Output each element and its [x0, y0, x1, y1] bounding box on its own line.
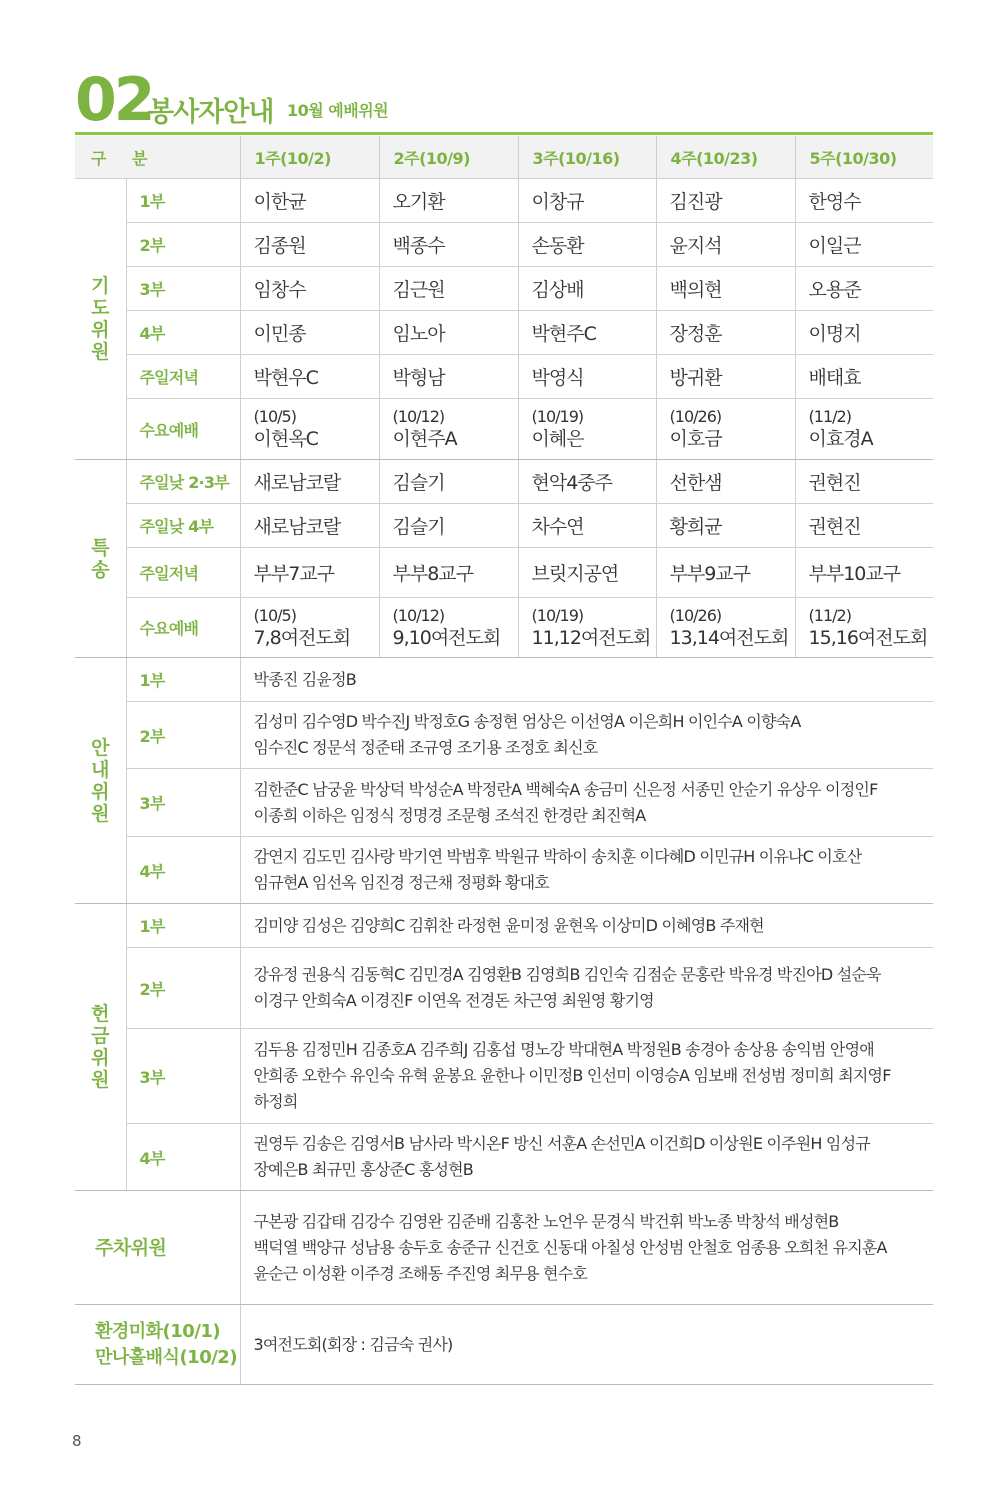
table-header-row [75, 136, 933, 179]
table-cell: 박형남 [379, 355, 518, 399]
table-row [75, 504, 933, 548]
table-cell: 오기환 [379, 179, 518, 223]
table-cell: 차수연 [518, 504, 656, 548]
table-cell: 백종수 [379, 223, 518, 267]
table-cell: 이민종 [240, 311, 379, 355]
table-cell: (10/26) 이호금 [656, 399, 795, 460]
table-row [75, 948, 933, 1029]
table-row [75, 1029, 933, 1124]
names-cell: 박종진 김윤정B [240, 658, 933, 702]
names-cell: 강유정 권용식 김동혁C 김민경A 김영환B 김영희B 김인숙 김점순 문홍란 박유경 박진아D 설순욱 이경구 안희숙A 이경진F 이연옥 전경돈 차근영 최원영 황기영 [240, 948, 933, 1029]
table-cell: 권현진 [795, 504, 933, 548]
table-row [75, 1305, 933, 1385]
table-cell: 오용준 [795, 267, 933, 311]
group-label-offering: 헌 금 위 원 [75, 904, 126, 1191]
table-row [75, 223, 933, 267]
row-label: 3부 [126, 769, 240, 837]
table-cell: 브릿지공연 [518, 548, 656, 598]
row-label: 주일낮 2·3부 [126, 460, 240, 504]
table-cell: 부부10교구 [795, 548, 933, 598]
table-cell: 김슬기 [379, 504, 518, 548]
environment-label: 환경미화(10/1) 만나홀배식(10/2) [75, 1305, 240, 1385]
names-cell: 권영두 김송은 김영서B 남사라 박시온F 방신 서훈A 손선민A 이건희D 이상원E 이주원H 임성규 장예은B 최규민 홍상준C 홍성현B [240, 1124, 933, 1191]
table-cell: 한영수 [795, 179, 933, 223]
names-cell: 김성미 김수영D 박수진J 박정호G 송정현 엄상은 이선영A 이은희H 이인수A 이향숙A 임수진C 정문석 정준태 조규영 조기용 조정호 최신호 [240, 702, 933, 769]
table-cell: 김슬기 [379, 460, 518, 504]
table-cell: 윤지석 [656, 223, 795, 267]
header-week-1: 1주(10/2) [240, 136, 379, 179]
row-label: 주일저녁 [126, 355, 240, 399]
row-label: 1부 [126, 658, 240, 702]
table-row [75, 399, 933, 460]
table-cell: (10/19) 이혜은 [518, 399, 656, 460]
table-cell: (10/19) 11,12여전도회 [518, 598, 656, 658]
row-label: 1부 [126, 904, 240, 948]
parking-label: 주차위원 [75, 1191, 240, 1305]
row-label: 3부 [126, 1029, 240, 1124]
table-row [75, 179, 933, 223]
table-cell: 김상배 [518, 267, 656, 311]
names-cell: 감연지 김도민 김사랑 박기연 박범후 박원규 박하이 송치훈 이다혜D 이민규H 이유나C 이호산 임규현A 임선옥 임진경 정근채 정평화 황대호 [240, 837, 933, 904]
table-row [75, 769, 933, 837]
table-cell: (10/12) 9,10여전도회 [379, 598, 518, 658]
row-label: 주일낮 4부 [126, 504, 240, 548]
row-label: 주일저녁 [126, 548, 240, 598]
row-label: 1부 [126, 179, 240, 223]
table-row [75, 598, 933, 658]
table-cell: (11/2) 이효경A [795, 399, 933, 460]
table-cell: (11/2) 15,16여전도회 [795, 598, 933, 658]
table-cell: 박영식 [518, 355, 656, 399]
page-header [75, 65, 933, 135]
table-row [75, 548, 933, 598]
row-label: 수요예배 [126, 598, 240, 658]
table-cell: 김종원 [240, 223, 379, 267]
section-title: 봉사자안내 [148, 97, 274, 128]
section-subtitle: 10월 예배위원 [287, 101, 389, 120]
table-cell: 임노아 [379, 311, 518, 355]
header-week-2: 2주(10/9) [379, 136, 518, 179]
names-cell: 김미양 김성은 김양희C 김휘찬 라정현 윤미정 윤현옥 이상미D 이혜영B 주재현 [240, 904, 933, 948]
table-cell: 손동환 [518, 223, 656, 267]
table-cell: 장정훈 [656, 311, 795, 355]
header-gubun: 구 분 [75, 136, 240, 179]
table-cell: 부부9교구 [656, 548, 795, 598]
table-cell: (10/12) 이현주A [379, 399, 518, 460]
table-cell: 김근원 [379, 267, 518, 311]
table-row [75, 837, 933, 904]
row-label: 2부 [126, 948, 240, 1029]
section-number: 02 [75, 65, 153, 135]
table-cell: 박현우C [240, 355, 379, 399]
table-cell: (10/26) 13,14여전도회 [656, 598, 795, 658]
header-week-3: 3주(10/16) [518, 136, 656, 179]
table-cell: 이한균 [240, 179, 379, 223]
table-cell: (10/5) 7,8여전도회 [240, 598, 379, 658]
names-cell: 김두용 김정민H 김종호A 김주희J 김홍섭 명노강 박대현A 박정원B 송경아 송상용 송익범 안영애 안희종 오한수 유인숙 유혁 윤봉요 윤한나 이민정B 인선미 이영승A 임보배 전성범 정미희 최지영F 하정희 [240, 1029, 933, 1124]
row-label: 수요예배 [126, 399, 240, 460]
table-row [75, 904, 933, 948]
table-cell: 이창규 [518, 179, 656, 223]
table-cell: 황희균 [656, 504, 795, 548]
group-label-prayer: 기 도 위 원 [75, 179, 126, 460]
names-cell: 구본광 김갑태 김강수 김영완 김준배 김홍찬 노언우 문경식 박건휘 박노종 박창석 배성현B 백덕열 백양규 성남용 송두호 송준규 신건호 신동대 아칠성 안성범 안철호 엄종용 오희천 유지훈A 윤순근 이성환 이주경 조해동 주진영 최무용 현수호 [240, 1191, 933, 1305]
row-label: 2부 [126, 223, 240, 267]
table-cell: 임창수 [240, 267, 379, 311]
row-label: 3부 [126, 267, 240, 311]
table-cell: 방귀환 [656, 355, 795, 399]
table-cell: 박현주C [518, 311, 656, 355]
table-row [75, 355, 933, 399]
row-label: 4부 [126, 1124, 240, 1191]
row-label: 4부 [126, 311, 240, 355]
table-cell: 현악4중주 [518, 460, 656, 504]
page-number: 8 [72, 1432, 82, 1450]
row-label: 4부 [126, 837, 240, 904]
table-cell: 새로남코랄 [240, 504, 379, 548]
table-cell: 선한샘 [656, 460, 795, 504]
table-cell: 이일근 [795, 223, 933, 267]
table-cell: 백의현 [656, 267, 795, 311]
table-row [75, 460, 933, 504]
table-cell: 부부7교구 [240, 548, 379, 598]
environment-text: 3여전도회(회장 : 김금숙 권사) [240, 1305, 933, 1385]
table-cell: 새로남코랄 [240, 460, 379, 504]
volunteer-table [75, 136, 933, 1385]
group-label-special: 특 송 [75, 460, 126, 658]
header-week-4: 4주(10/23) [656, 136, 795, 179]
table-row [75, 1124, 933, 1191]
table-cell: 부부8교구 [379, 548, 518, 598]
table-cell: (10/5) 이현옥C [240, 399, 379, 460]
table-row [75, 702, 933, 769]
header-week-5: 5주(10/30) [795, 136, 933, 179]
table-cell: 김진광 [656, 179, 795, 223]
table-cell: 이명지 [795, 311, 933, 355]
group-label-usher: 안 내 위 원 [75, 658, 126, 904]
names-cell: 김한준C 남궁윤 박상덕 박성순A 박정란A 백혜숙A 송금미 신은정 서종민 안순기 유상우 이정인F 이종희 이하은 임정식 정명경 조문형 조석진 한경란 최진혁A [240, 769, 933, 837]
table-row [75, 658, 933, 702]
table-row [75, 311, 933, 355]
table-cell: 배태효 [795, 355, 933, 399]
table-row [75, 267, 933, 311]
table-cell: 권현진 [795, 460, 933, 504]
table-row [75, 1191, 933, 1305]
row-label: 2부 [126, 702, 240, 769]
